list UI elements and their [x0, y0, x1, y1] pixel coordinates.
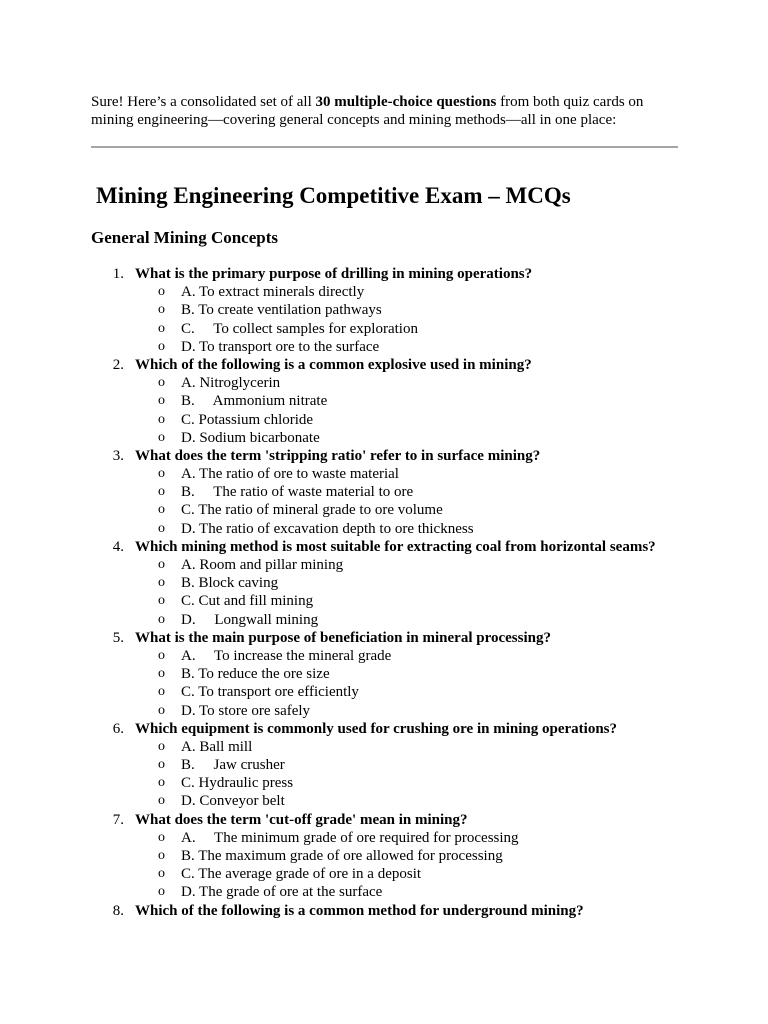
- option-text: D. The ratio of excavation depth to ore thickness: [181, 520, 474, 537]
- answer-option: [0, 320, 768, 338]
- question-text: What does the term 'stripping ratio' refer to in surface mining?: [135, 447, 541, 464]
- answer-option: [0, 792, 768, 810]
- answer-option: [0, 683, 768, 701]
- option-text: D. To store ore safely: [181, 702, 311, 719]
- list-bullet: o: [158, 284, 165, 300]
- option-text: C. The average grade of ore in a deposit: [181, 866, 422, 883]
- intro-suffix: from both quiz cards on mining engineering—covering general concepts and mining methods—all in one place:: [91, 94, 644, 128]
- horizontal-rule: [91, 146, 678, 148]
- answer-option: [0, 647, 768, 665]
- page-title: Mining Engineering Competitive Exam – MCQs: [96, 183, 571, 208]
- question-text: Which of the following is a common explosive used in mining?: [135, 356, 532, 373]
- answer-option: [0, 411, 768, 429]
- option-text: A. Nitroglycerin: [181, 375, 281, 392]
- answer-option: [0, 611, 768, 629]
- option-text: B. The ratio of waste material to ore: [181, 484, 414, 501]
- question-number: 2.: [112, 356, 124, 373]
- list-bullet: o: [158, 320, 165, 336]
- option-text: B. To reduce the ore size: [181, 666, 330, 683]
- list-bullet: o: [158, 338, 165, 354]
- list-bullet: o: [158, 611, 165, 627]
- question-6: [0, 720, 768, 738]
- list-bullet: o: [158, 557, 165, 572]
- list-bullet: o: [158, 793, 165, 809]
- answer-option: [0, 283, 768, 301]
- option-text: B. To create ventilation pathways: [181, 302, 382, 319]
- question-number: 1.: [112, 266, 124, 282]
- question-number: 4.: [112, 538, 124, 555]
- option-text: D. The grade of ore at the surface: [181, 884, 383, 901]
- list-bullet: o: [158, 757, 165, 773]
- question-7: [0, 811, 768, 829]
- option-text: D. Sodium bicarbonate: [181, 429, 320, 446]
- list-bullet: o: [158, 393, 165, 409]
- question-text: What is the main purpose of beneficiation in mineral processing?: [135, 629, 551, 646]
- list-bullet: o: [158, 302, 165, 318]
- answer-option: [0, 665, 768, 683]
- answer-option: [0, 392, 768, 410]
- question-number: 3.: [112, 447, 124, 464]
- option-text: C. Cut and fill mining: [181, 593, 314, 610]
- answer-option: [0, 520, 768, 538]
- question-text: Which equipment is commonly used for crushing ore in mining operations?: [135, 720, 617, 737]
- question-2: [0, 356, 768, 374]
- answer-option: [0, 556, 768, 574]
- question-text: What does the term 'cut-off grade' mean in mining?: [135, 811, 468, 828]
- answer-option: [0, 829, 768, 847]
- answer-option: [0, 883, 768, 901]
- answer-option: [0, 465, 768, 483]
- question-text: Which of the following is a common method for underground mining?: [135, 902, 584, 919]
- option-text: C. To collect samples for exploration: [181, 320, 418, 337]
- option-text: D. Longwall mining: [181, 611, 319, 628]
- option-text: C. To transport ore efficiently: [181, 684, 359, 701]
- answer-option: [0, 702, 768, 720]
- list-bullet: o: [158, 848, 165, 863]
- option-text: A. The ratio of ore to waste material: [181, 466, 399, 483]
- list-bullet: o: [158, 484, 165, 500]
- list-bullet: o: [158, 775, 165, 791]
- list-bullet: o: [158, 466, 165, 482]
- question-8: [0, 902, 768, 920]
- list-bullet: o: [158, 702, 165, 718]
- question-number: 8.: [112, 902, 124, 919]
- answer-option: [0, 574, 768, 592]
- question-1: [0, 265, 768, 283]
- list-bullet: o: [158, 375, 165, 391]
- list-bullet: o: [158, 684, 165, 700]
- option-text: C. Potassium chloride: [181, 411, 314, 428]
- option-text: A. The minimum grade of ore required for processing: [181, 829, 519, 846]
- list-bullet: o: [158, 884, 165, 900]
- list-bullet: o: [158, 411, 165, 427]
- list-bullet: o: [158, 575, 165, 591]
- question-number: 7.: [112, 811, 124, 828]
- question-3: [0, 447, 768, 465]
- answer-option: [0, 847, 768, 865]
- answer-option: [0, 429, 768, 447]
- option-text: A. To extract minerals directly: [181, 284, 365, 301]
- option-text: B. The maximum grade of ore allowed for processing: [181, 848, 503, 864]
- question-list: [0, 265, 768, 920]
- list-bullet: o: [158, 520, 165, 536]
- list-bullet: o: [158, 666, 165, 682]
- option-text: C. Hydraulic press: [181, 775, 294, 792]
- list-bullet: o: [158, 429, 165, 445]
- answer-option: [0, 592, 768, 610]
- list-bullet: o: [158, 502, 165, 518]
- answer-option: [0, 483, 768, 501]
- answer-option: [0, 738, 768, 756]
- option-text: B. Block caving: [181, 575, 279, 592]
- list-bullet: o: [158, 647, 165, 663]
- answer-option: [0, 865, 768, 883]
- option-text: D. To transport ore to the surface: [181, 338, 380, 355]
- question-text: Which mining method is most suitable for extracting coal from horizontal seams?: [135, 538, 656, 555]
- answer-option: [0, 338, 768, 356]
- question-5: [0, 629, 768, 647]
- intro-prefix: Sure! Here’s a consolidated set of all: [91, 94, 316, 110]
- answer-option: [0, 374, 768, 392]
- answer-option: [0, 301, 768, 319]
- option-text: A. Room and pillar mining: [181, 557, 344, 573]
- option-text: D. Conveyor belt: [181, 793, 285, 810]
- section-heading: General Mining Concepts: [91, 228, 278, 247]
- list-bullet: o: [158, 738, 165, 754]
- list-bullet: o: [158, 593, 165, 609]
- list-bullet: o: [158, 829, 165, 845]
- answer-option: [0, 501, 768, 519]
- question-number: 6.: [112, 720, 124, 737]
- option-text: A. To increase the mineral grade: [181, 647, 392, 664]
- option-text: B. Jaw crusher: [181, 757, 285, 774]
- option-text: A. Ball mill: [181, 738, 253, 755]
- list-bullet: o: [158, 866, 165, 882]
- intro-bold: 30 multiple-choice questions: [315, 94, 497, 110]
- question-text: What is the primary purpose of drilling in mining operations?: [135, 266, 533, 282]
- option-text: B. Ammonium nitrate: [181, 393, 328, 410]
- intro-paragraph: [91, 93, 681, 129]
- question-4: [0, 538, 768, 556]
- answer-option: [0, 774, 768, 792]
- answer-option: [0, 756, 768, 774]
- question-number: 5.: [112, 629, 124, 646]
- option-text: C. The ratio of mineral grade to ore volume: [181, 502, 443, 519]
